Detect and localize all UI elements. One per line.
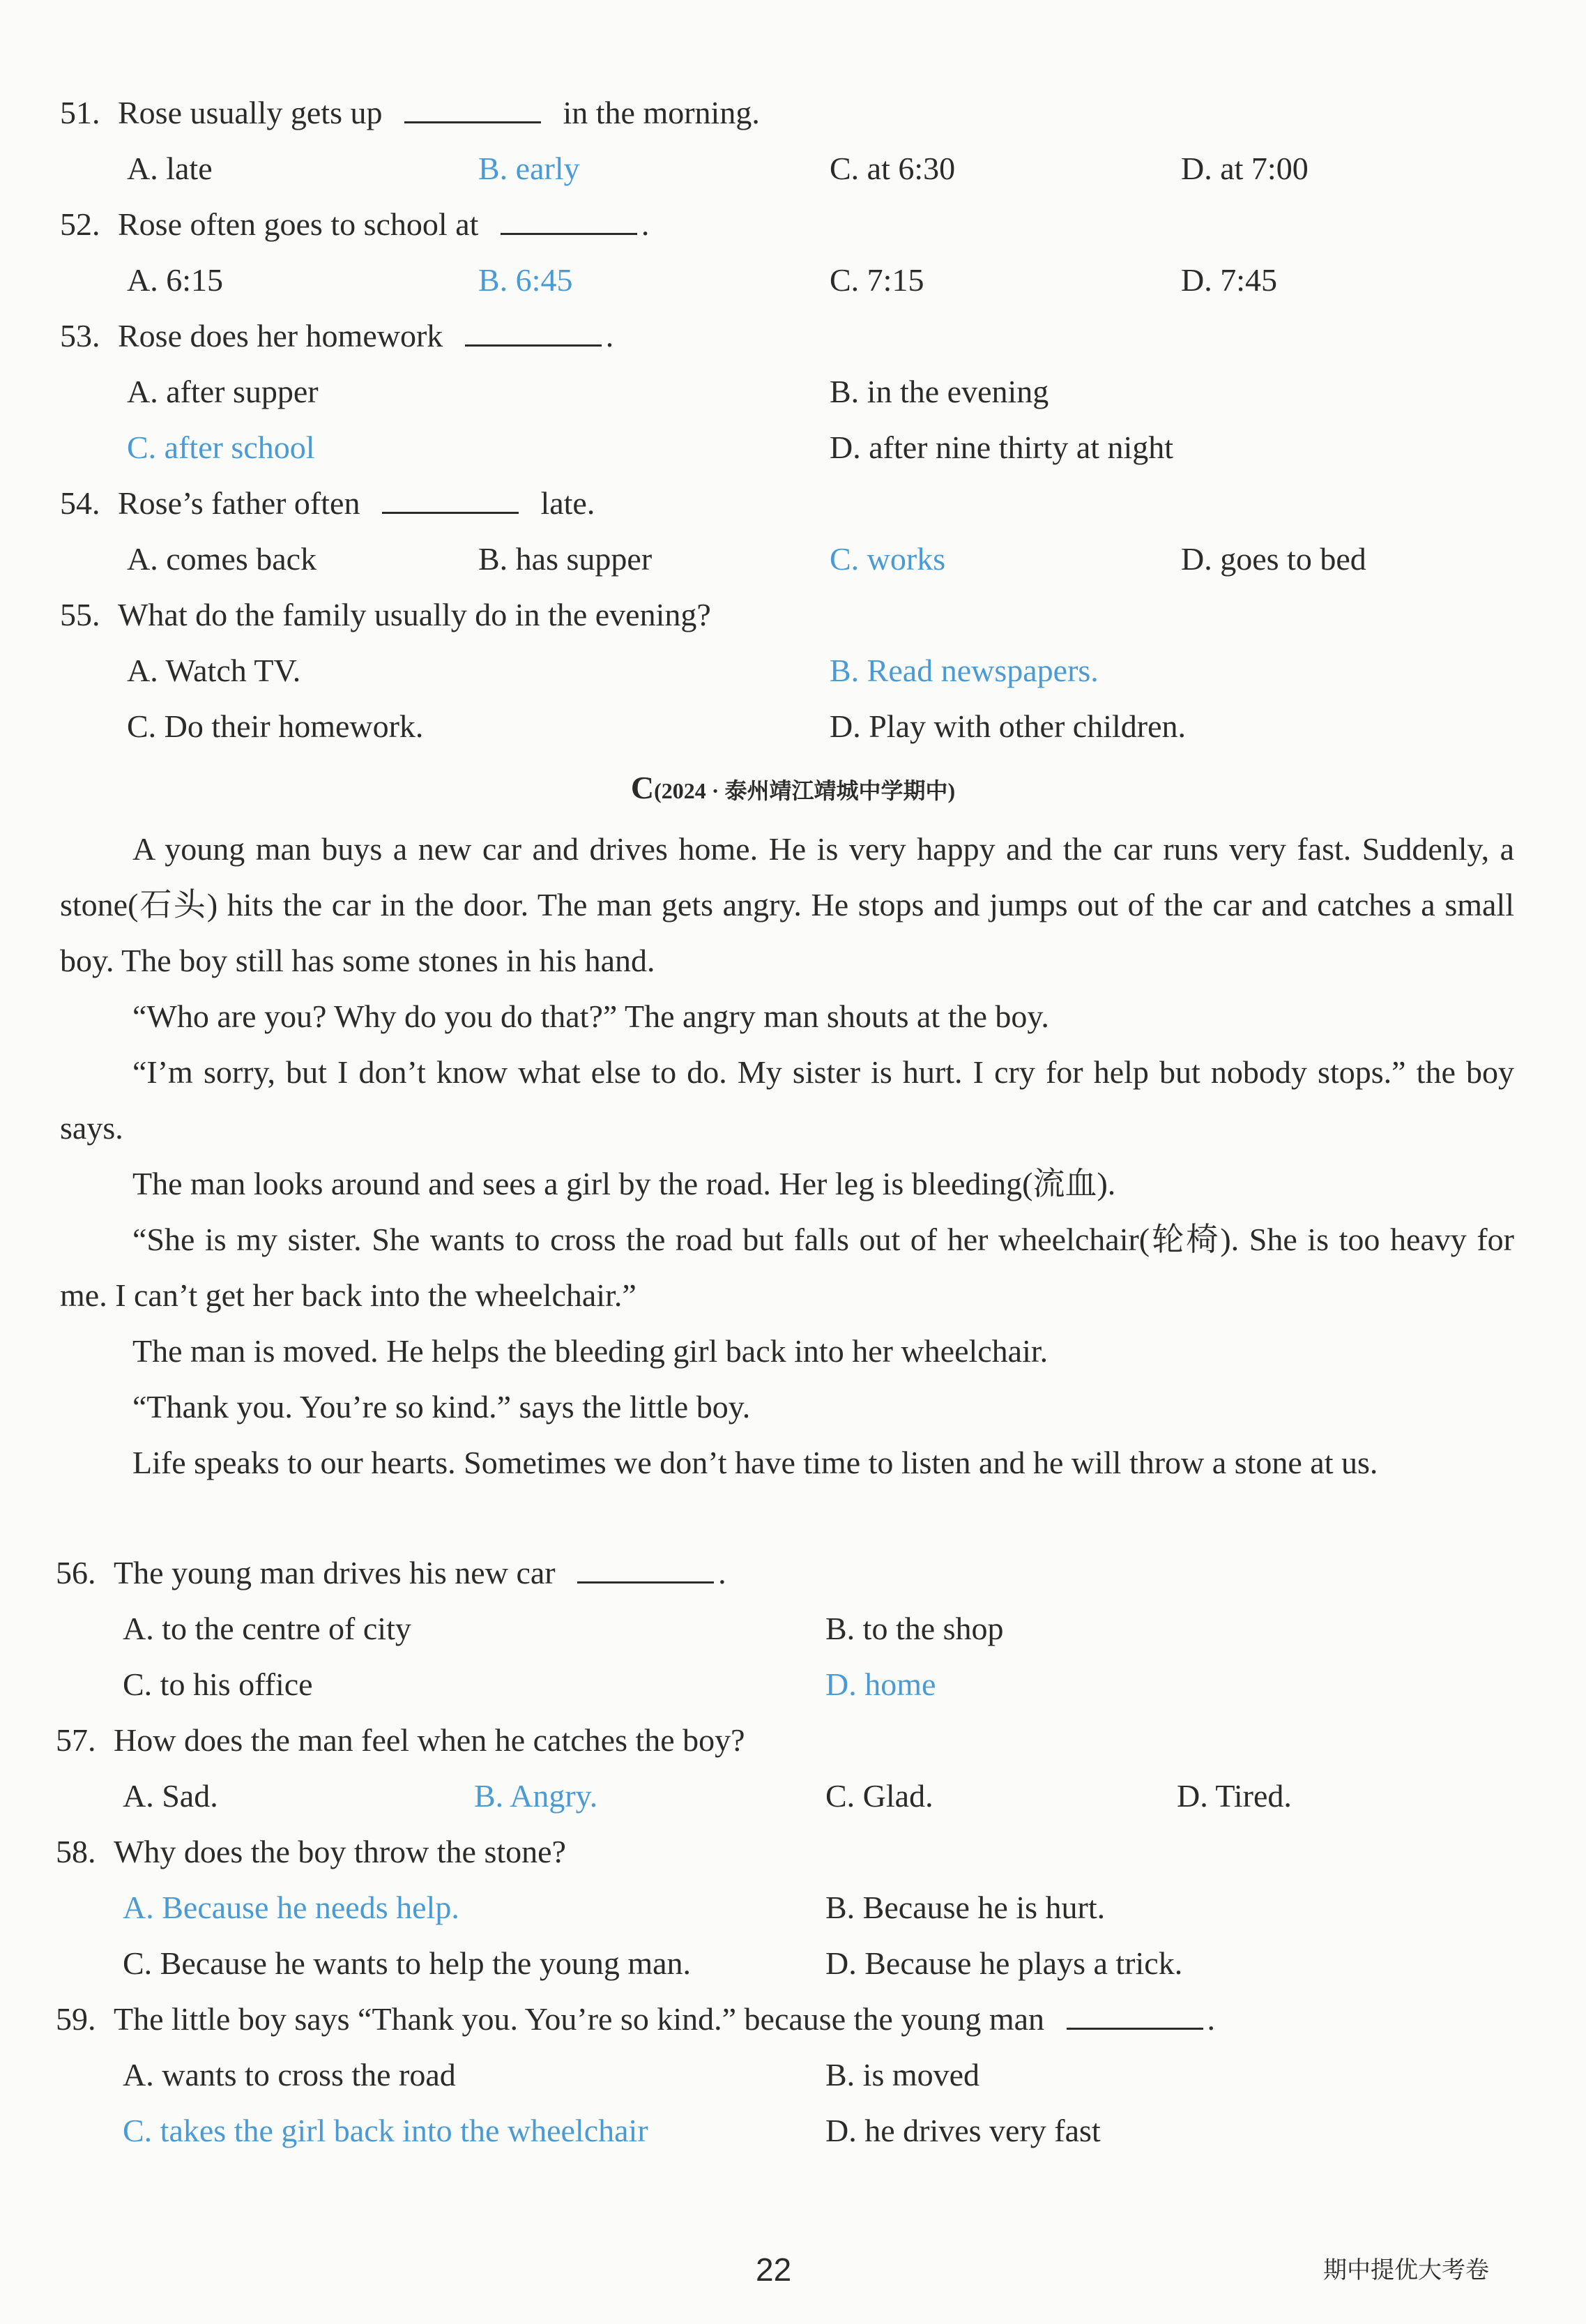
question-stem: Rose does her homework [118,318,443,354]
option-a: A. Sad. [123,1778,218,1814]
question-stem-end: in the morning. [563,95,760,130]
option-d-correct: D. home [825,1666,936,1702]
question-53 [60,315,613,357]
section-heading [0,767,1586,812]
question-stem-end: . [718,1555,726,1590]
footer-title: 期中提优大考卷 [1323,2256,1489,2284]
option-c: C. to his office [123,1666,313,1702]
passage-paragraph: The man is moved. He helps the bleeding girl back into her wheelchair. [132,1333,1049,1369]
option-b-correct: B. 6:45 [478,262,573,298]
question-stem: Rose usually gets up [118,95,383,130]
question-51 [60,92,760,134]
question-number: 57. [56,1722,96,1758]
question-number: 56. [56,1555,96,1590]
question-number: 51. [60,95,100,130]
passage-paragraph: “She is my sister. She wants to cross the road but falls out of her wheelchair(轮椅). She is too heavy for me. I can’t get her back into the wheelchair.” [60,1222,1514,1313]
option-c: C. Do their homework. [127,708,424,744]
question-stem: Rose’s father often [118,485,360,521]
option-a: A. late [127,151,213,186]
answer-blank [577,1556,714,1583]
option-d: D. Tired. [1177,1778,1292,1814]
passage-paragraph: “Thank you. You’re so kind.” says the little boy. [132,1389,751,1425]
option-d: D. he drives very fast [825,2113,1101,2148]
question-number: 59. [56,2001,96,2037]
option-a-correct: A. Because he needs help. [123,1890,459,1925]
option-d: D. after nine thirty at night [830,430,1174,465]
question-stem: The young man drives his new car [114,1555,556,1590]
passage-paragraph: Life speaks to our hearts. Sometimes we don’t have time to listen and he will throw a stone at us. [132,1445,1378,1480]
option-b: B. Because he is hurt. [825,1890,1106,1925]
option-c-correct: C. takes the girl back into the wheelchair [123,2113,648,2148]
question-stem: Rose often goes to school at [118,206,479,242]
answer-blank [501,208,637,235]
passage-paragraph: The man looks around and sees a girl by the road. Her leg is bleeding(流血). [132,1166,1116,1201]
option-b: B. in the evening [830,374,1049,409]
question-stem: What do the family usually do in the evening? [118,597,711,632]
option-d: D. Play with other children. [830,708,1187,744]
option-c-correct: C. works [830,541,946,577]
option-a: A. Watch TV. [127,653,301,688]
option-d: D. goes to bed [1181,541,1366,577]
section-source: (2024 · 泰州靖江靖城中学期中) [654,778,956,803]
option-c: C. 7:15 [830,262,924,298]
question-59 [56,1998,1215,2040]
question-number: 58. [56,1834,96,1869]
option-a: A. after supper [127,374,319,409]
question-52 [60,204,649,245]
question-stem: How does the man feel when he catches the boy? [114,1722,745,1758]
answer-blank [1067,2003,1203,2030]
question-number: 55. [60,597,100,632]
option-b: B. has supper [478,541,653,577]
option-a: A. comes back [127,541,317,577]
passage-paragraph: “I’m sorry, but I don’t know what else to do. My sister is hurt. I cry for help but nobody stops.” the boy says. [60,1054,1514,1146]
option-b: B. is moved [825,2057,980,2093]
option-c-correct: C. after school [127,430,315,465]
option-c: C. Glad. [825,1778,933,1814]
answer-blank [404,96,541,123]
question-stem-end: . [641,206,650,242]
question-58 [56,1831,566,1873]
answer-blank [465,319,602,347]
option-b-correct: B. Angry. [474,1778,598,1814]
option-d: D. at 7:00 [1181,151,1309,186]
question-stem-end: . [1207,2001,1216,2037]
passage-paragraph: A young man buys a new car and drives home. He is very happy and the car runs very fast. Suddenly, a stone(石头) hits the car in the door. The man gets angry. He stops and jumps out of the car and catches a small boy. The boy still has some stones in his hand. [60,831,1514,978]
option-b-correct: B. early [478,151,580,186]
question-number: 54. [60,485,100,521]
option-c: C. Because he wants to help the young man. [123,1945,692,1981]
option-a: A. wants to cross the road [123,2057,456,2093]
answer-blank [382,487,519,514]
question-stem-end: . [605,318,614,354]
question-stem: Why does the boy throw the stone? [114,1834,566,1869]
question-number: 52. [60,206,100,242]
page-number: 22 [756,2251,792,2288]
option-d: D. 7:45 [1181,262,1277,298]
passage-paragraph: “Who are you? Why do you do that?” The angry man shouts at the boy. [132,998,1049,1034]
question-56 [56,1552,726,1594]
option-b-correct: B. Read newspapers. [830,653,1099,688]
option-b: B. to the shop [825,1611,1004,1646]
option-c: C. at 6:30 [830,151,956,186]
question-55 [60,594,711,636]
question-stem: The little boy says “Thank you. You’re so kind.” because the young man [114,2001,1045,2037]
option-d: D. Because he plays a trick. [825,1945,1183,1981]
option-a: A. 6:15 [127,262,223,298]
question-number: 53. [60,318,100,354]
question-57 [56,1719,745,1761]
section-letter: C [630,770,655,805]
question-stem-end: late. [540,485,595,521]
option-a: A. to the centre of city [123,1611,411,1646]
question-54 [60,483,595,524]
